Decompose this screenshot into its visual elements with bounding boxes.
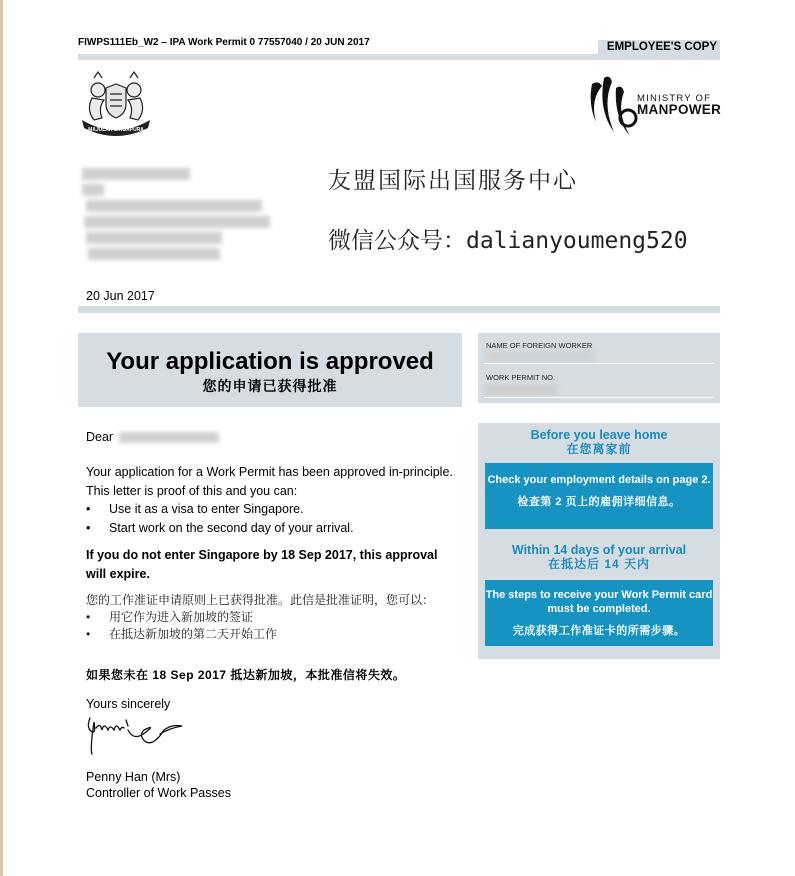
section-divider (78, 306, 720, 313)
watermark-agency-name: 友盟国际出国服务中心 (328, 168, 578, 194)
expiry-warning-zh: 如果您未在 18 Sep 2017 抵达新加坡，本批准信将失效。 (86, 668, 406, 682)
within-14-days-heading-en: Within 14 days of your arrival (511, 543, 687, 557)
before-leave-text: Check your employment details on page 2. (487, 474, 711, 486)
document-reference: FIWPS111Eb_W2 – IPA Work Permit 0 77557040 / 20 JUN 2017 (78, 37, 370, 48)
before-leave-text-zh: 检查第 2 页上的雇佣详细信息。 (517, 496, 681, 508)
intro-paragraph: Your application for a Work Permit has been approved in-principle. This letter is proof of this and you can: (86, 465, 453, 498)
before-leave-heading-en: Before you leave home (530, 428, 668, 442)
greeting-line (86, 428, 456, 447)
signer-name: Penny Han (Mrs) (86, 770, 181, 784)
closing: Yours sincerely (86, 697, 171, 711)
signature-image (84, 708, 186, 758)
letter-body-en (86, 463, 456, 537)
worker-box-divider (484, 363, 714, 364)
within-14-days-box (485, 580, 713, 646)
before-leave-box (485, 463, 713, 529)
mom-line1: MINISTRY OF (637, 93, 712, 104)
watermark-wechat: 微信公众号：dalianyoumeng520 (328, 228, 688, 254)
mom-line2: MANPOWER (637, 102, 722, 117)
worker-info-box (478, 333, 720, 403)
page-edge (0, 0, 3, 876)
within-14-days-heading (478, 543, 720, 571)
expiry-warning: If you do not enter Singapore by 18 Sep 2017, this approval will expire. (86, 548, 438, 581)
next-steps-panel (478, 423, 720, 659)
greeting: Dear (86, 430, 114, 444)
list-item: • 在抵达新加坡的第二天开始工作 (86, 626, 456, 643)
permissions-list-zh (86, 609, 456, 643)
permissions-list (86, 500, 456, 537)
signer-block (86, 769, 456, 801)
list-item: • Start work on the second day of your arrival. (86, 519, 456, 538)
letter-date: 20 Jun 2017 (86, 289, 155, 303)
list-item: • 用它作为进入新加坡的签证 (86, 609, 456, 626)
recipient-name-redacted (119, 432, 219, 443)
before-leave-heading-zh: 在您离家前 (566, 442, 632, 456)
mom-wordmark (637, 93, 721, 115)
approval-title-zh: 您的申请已获得批准 (202, 378, 338, 394)
signer-title: Controller of Work Passes (86, 786, 231, 800)
intro-paragraph-zh: 您的工作准证申请原则上已获得批准。此信是批准证明，您可以： (86, 593, 435, 607)
worker-box-divider-2 (484, 397, 714, 398)
within-14-days-heading-zh: 在抵达后 14 天内 (547, 557, 651, 571)
within-14-days-text: The steps to receive your Work Permit card must be completed. (485, 589, 713, 615)
worker-name-redacted (486, 351, 594, 361)
singapore-crest-logo (76, 70, 156, 138)
before-leave-heading (478, 428, 720, 456)
crest-motto: MAJULAH SINGAPURA (88, 127, 144, 133)
approval-title: Your application is approved (106, 348, 434, 375)
within-14-days-text-zh: 完成获得工作准证卡的所需步骤。 (512, 625, 686, 637)
permit-number-label: WORK PERMIT NO. (486, 373, 556, 382)
letter-body-zh (86, 592, 456, 643)
worker-name-label: NAME OF FOREIGN WORKER (486, 341, 593, 350)
approval-banner (78, 333, 462, 407)
permit-number-redacted (484, 384, 558, 396)
list-item: • Use it as a visa to enter Singapore. (86, 500, 456, 519)
copy-label: EMPLOYEE'S COPY (598, 40, 720, 54)
header-divider (78, 54, 720, 60)
